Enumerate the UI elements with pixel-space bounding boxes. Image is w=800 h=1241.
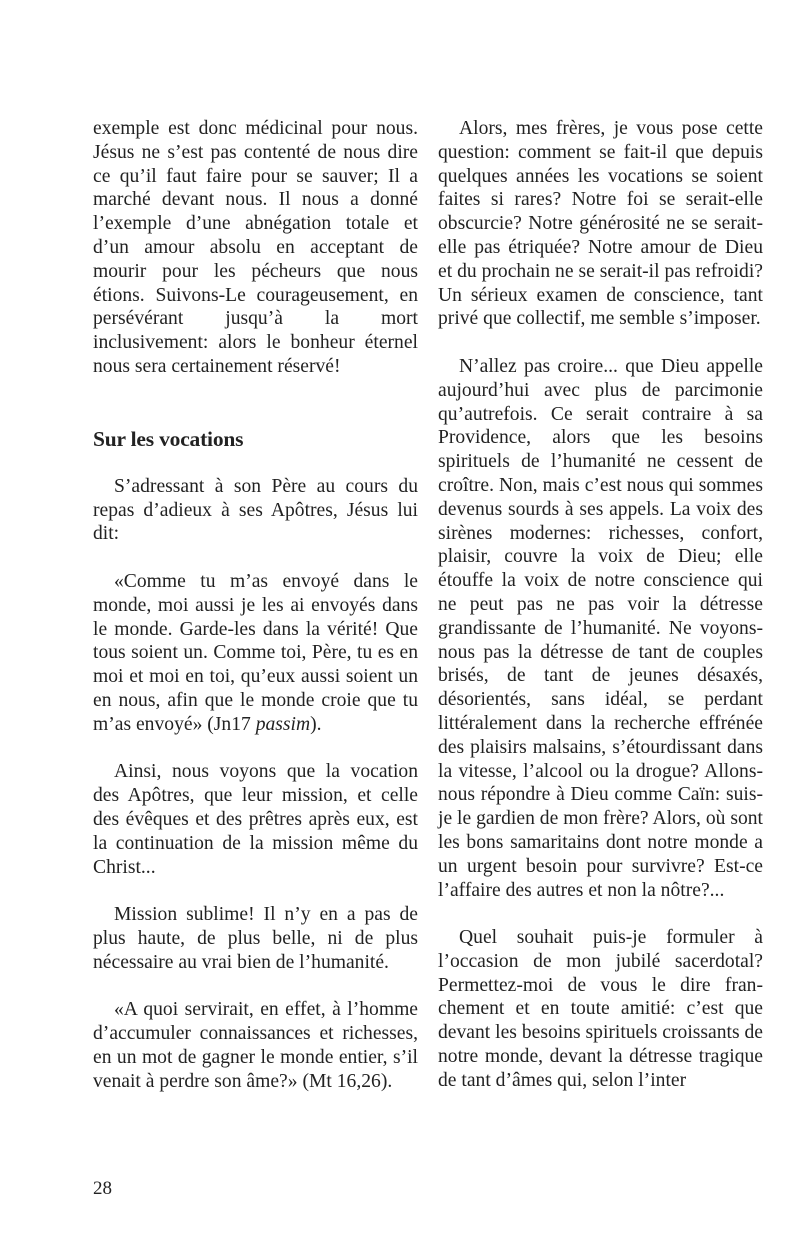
left-paragraph-5: Mission sublime! Il n’y en a pas de plus haute, de plus belle, ni de plus nécessaire au vrai bien de l’humanité. [93,904,418,973]
quote-reference-end: ). [310,713,322,735]
left-paragraph-6: «A quoi servirait, en effet, à l’homme d’accumuler connaissances et richesses, en un mot de gagner le monde entier, s’il venait à perdre son âme?» (Mt 16,26). [93,999,418,1092]
left-paragraph-1: exemple est donc médicinal pour nous. Jésus ne s’est pas contenté de nous dire ce qu’il faut faire pour se sauver; Il a marché devant nous. Il nous a donné l’exemple d’une abnégation totale et d’un amour absolu en acceptant de mourir pour les pécheurs que nous étions. Suivons-Le courageusement, en persévérant jusqu’à la mort inclusivement: alors le bonheur éternel nous sera certainement réservé! [93,118,418,377]
right-paragraph-1: Alors, mes frères, je vous pose cette question: comment se fait-il que depuis quelques années les vocations se soient faites si rares? Notre foi se serait-elle obscurcie? Notre générosité ne se serait-elle pas étriquée? Notre amour de Dieu et du prochain ne se serait-il pas refroidi? Un sérieux examen de conscience, tant privé que collectif, me semble s’imposer. [438,118,763,330]
section-heading: Sur les vocations [93,426,244,451]
page-number: 28 [93,1178,112,1199]
right-paragraph-3: Quel souhait puis-je formuler à l’occasion de mon jubilé sacerdotal? Permettez-moi de vous le dire franchement et en toute amitié: c’est que devant les besoins spirituels croissants de notre monde, devant la détresse tragique de tant d’âmes qui, selon l’inter [438,927,763,1091]
quote-reference-italic: passim [255,713,311,735]
left-paragraph-2: S’adressant à son Père au cours du repas d’adieux à ses Apôtres, Jésus lui dit: [93,475,418,545]
left-column [93,117,418,1093]
right-column [438,117,763,1093]
quote-text: «Comme tu m’as envoyé dans le monde, moi aussi je les ai envoyés dans le monde. Garde-les dans la vérité! Que tous soient un. Comme toi, Père, tu es en moi et moi en toi, qu’eux aussi soient un en nous, afin que le monde croie que tu m’as envoyé» (Jn17 [93,570,418,735]
left-paragraph-3 [93,570,418,737]
right-paragraph-2: N’allez pas croire... que Dieu appelle aujourd’hui avec plus de parcimonie qu’autrefois. Ce serait contraire à sa Providence, alors que les besoins spirituels de l’humanité ne cessent de croître. Non, mais c’est nous qui sommes devenus sourds à ses appels. La voix des sirènes modernes: richesses, confort, plaisir, couvre la voix de Dieu; elle étouffe la voix de notre conscience qui ne peut pas ne pas voir la détresse grandissante de l’humanité. Ne voyons-nous pas la détresse de tant de couples brisés, de tant de jeunes désaxés, désorientés, sans idéal, se perdant littéralement dans la recherche effrénée des plaisirs malsains, s’étourdissant dans la vitesse, l’alcool ou la drogue? Allons-nous répondre à Dieu comme Caïn: suis-je le gardien de mon frère? Alors, où sont les bons samaritains dont notre monde a un urgent besoin pour survivre? Est-ce l’affaire des autres et non la nôtre?... [438,355,763,901]
left-paragraph-4: Ainsi, nous voyons que la vocation des Apôtres, que leur mission, et celle des évêques et des prêtres après eux, est la continuation de la mission même du Christ... [93,761,418,878]
